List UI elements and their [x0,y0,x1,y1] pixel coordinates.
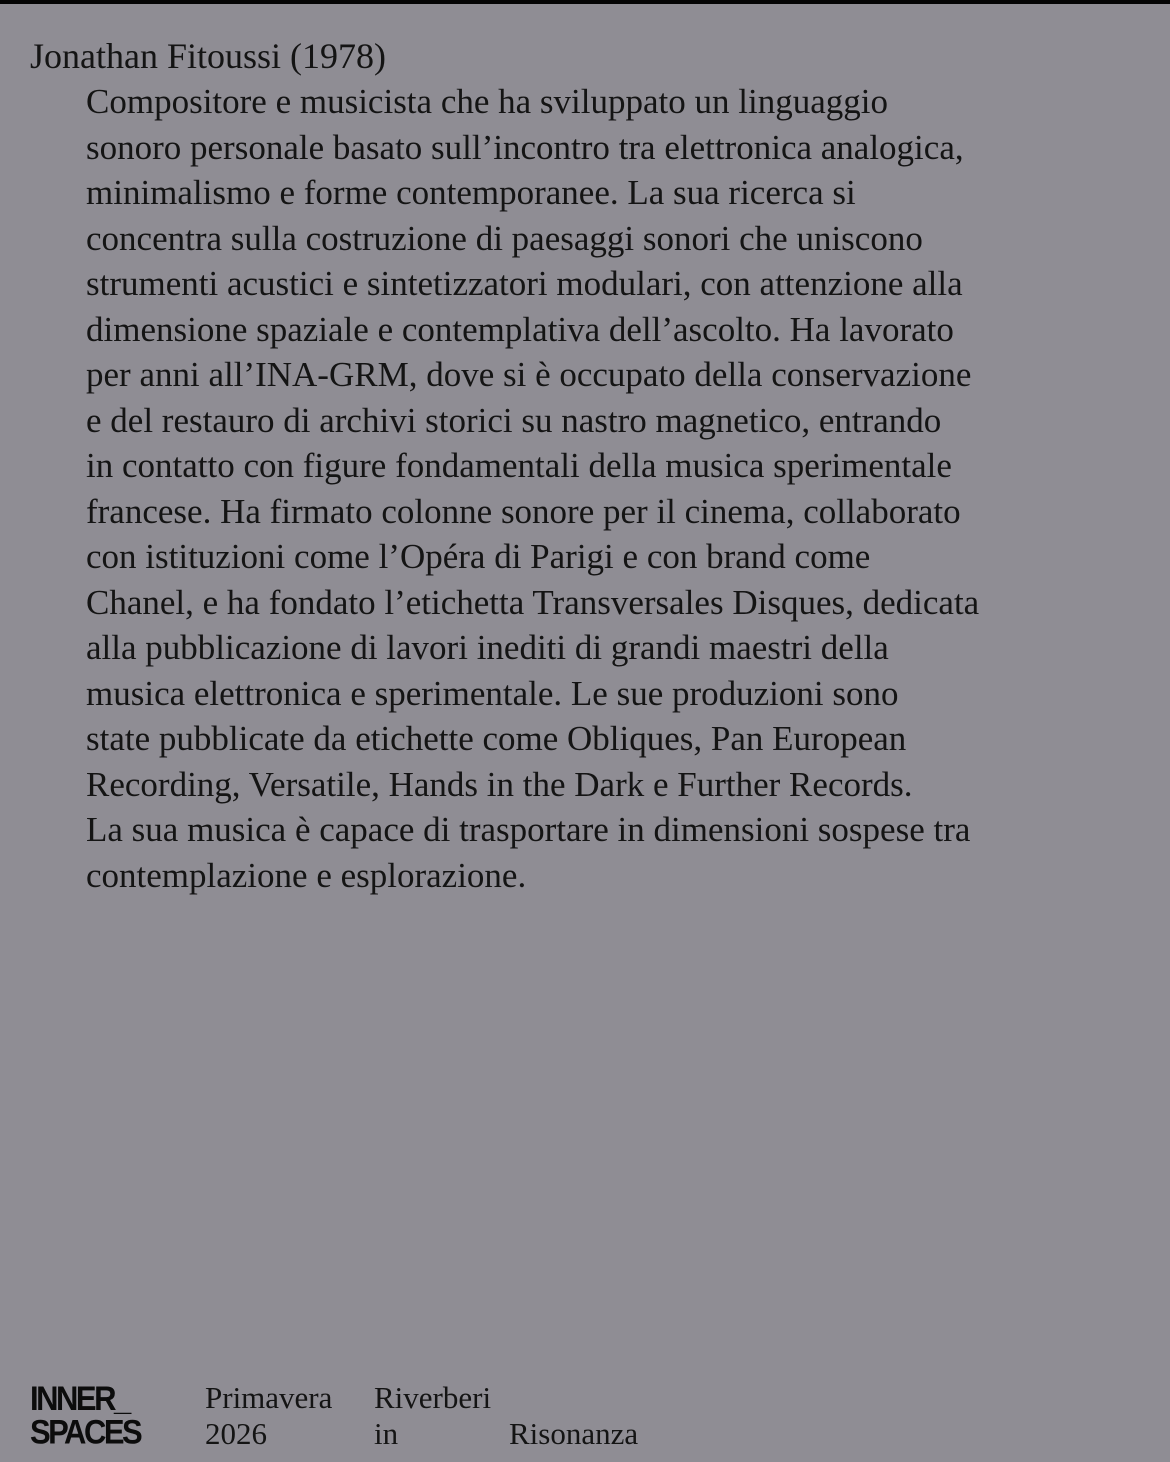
bio-line: La sua musica è capace di trasportare in dimensioni sospese tra [86,810,971,849]
series-title-word-3: Risonanza [509,1416,639,1451]
inner-spaces-logo [30,1378,141,1452]
season-label: Primavera [205,1380,333,1415]
bio-line: contemplazione e esplorazione. [86,855,527,895]
bio-line: strumenti acustici e sintetizzatori modulari, con attenzione alla [86,264,963,303]
bio-line: dimensione spaziale e contemplativa dell’ascolto. Ha lavorato [86,309,954,349]
series-title-word-2: in [374,1416,399,1451]
year-label: 2026 [205,1416,267,1451]
bio-line: Chanel, e ha fondato l’etichetta Transversales Disques, dedicata [86,582,980,622]
logo-line-2: SPACES [30,1412,141,1452]
bio-line: Recording, Versatile, Hands in the Dark e Further Records. [86,764,913,804]
bio-line: Compositore e musicista che ha sviluppato un linguaggio [86,82,888,121]
bio-line: e del restauro di archivi storici su nastro magnetico, entrando [86,400,942,440]
bio-line: sonoro personale basato sull’incontro tra elettronica analogica, [86,127,964,167]
bio-line: concentra sulla costruzione di paesaggi sonori che uniscono [86,218,923,258]
artist-name-heading: Jonathan Fitoussi (1978) [30,36,386,76]
bio-line: state pubblicate da etichette come Obliques, Pan European [86,719,907,758]
artist-biography [86,79,1156,898]
bio-line: alla pubblicazione di lavori inediti di grandi maestri della [86,628,889,667]
bio-line: francese. Ha firmato colonne sonore per il cinema, collaborato [86,491,961,531]
logo-line-1: INNER_ [30,1378,129,1418]
bio-line: per anni all’INA-GRM, dove si è occupato della conservazione [86,355,972,394]
footer [0,1376,1170,1456]
bio-line: minimalismo e forme contemporanee. La sua ricerca si [86,173,856,212]
bio-line: musica elettronica e sperimentale. Le sue produzioni sono [86,673,899,713]
series-title-word-1: Riverberi [374,1380,492,1415]
bio-line: in contatto con figure fondamentali della musica sperimentale [86,446,952,485]
bio-line: con istituzioni come l’Opéra di Parigi e con brand come [86,537,871,576]
